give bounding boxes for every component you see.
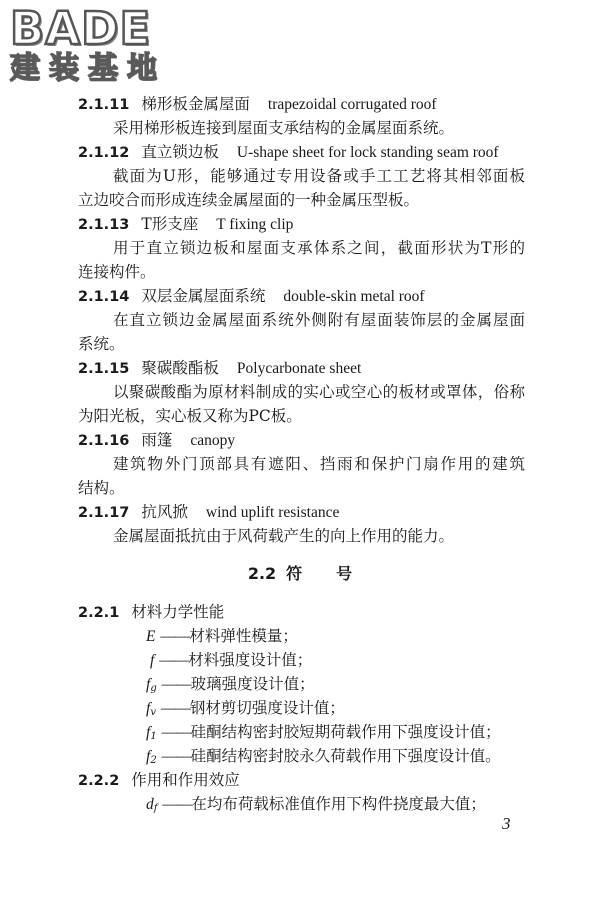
symbol-definition: $f_g$ ——玻璃强度设计值； bbox=[146, 675, 315, 694]
bade-logo bbox=[10, 2, 185, 86]
term-heading: 2.1.16 雨篷 canopy bbox=[78, 431, 236, 449]
term-description: 立边咬合而形成连续金属屋面的一种金属压型板。 bbox=[78, 191, 420, 209]
term-description: 系统。 bbox=[78, 335, 125, 353]
symbol-definition: $f_1$ ——硅酮结构密封胶短期荷载作用下强度设计值； bbox=[146, 723, 501, 742]
term-description: 为阳光板，实心板又称为PC板。 bbox=[78, 407, 302, 425]
term-heading: 2.1.11 梯形板金属屋面 trapezoidal corrugated roof bbox=[78, 95, 437, 113]
term-description: 以聚碳酸酯为原材料制成的实心或空心的板材或罩体，俗称 bbox=[113, 383, 525, 401]
symbol-definition: $d_f$ ——在均布荷载标准值作用下构件挠度最大值； bbox=[146, 795, 486, 814]
page-number: 3 bbox=[502, 814, 511, 833]
symbol-definition: $f_2$ ——硅酮结构密封胶永久荷载作用下强度设计值。 bbox=[146, 747, 501, 766]
term-description: 金属屋面抵抗由于风荷载产生的向上作用的能力。 bbox=[113, 527, 455, 545]
logo-subtitle: 建装基地 bbox=[10, 51, 166, 86]
subsection-heading: 2.2.2 作用和作用效应 bbox=[78, 771, 240, 789]
term-description: 建筑物外门顶部具有遮阳、挡雨和保护门扇作用的建筑 bbox=[113, 455, 525, 473]
term-heading: 2.1.14 双层金属屋面系统 double-skin metal roof bbox=[78, 287, 425, 305]
symbol-definition: $f_v$ ——钢材剪切强度设计值； bbox=[146, 699, 345, 718]
term-heading: 2.1.17 抗风掀 wind uplift resistance bbox=[78, 503, 340, 521]
symbol-definition: f ——材料强度设计值； bbox=[150, 651, 313, 669]
term-description: 在直立锁边金属屋面系统外侧附有屋面装饰层的金属屋面 bbox=[113, 311, 525, 329]
term-description: 截面为U形，能够通过专用设备或手工工艺将其相邻面板 bbox=[113, 167, 525, 185]
term-description: 连接构件。 bbox=[78, 263, 156, 281]
section-title: 2.2 符 号 bbox=[247, 564, 353, 583]
term-heading: 2.1.13 T形支座 T fixing clip bbox=[78, 215, 294, 233]
term-description: 结构。 bbox=[78, 479, 125, 497]
term-heading: 2.1.15 聚碳酸酯板 Polycarbonate sheet bbox=[78, 359, 362, 377]
symbol-definition: E ——材料弹性模量； bbox=[146, 627, 298, 645]
term-description: 采用梯形板连接到屋面支承结构的金属屋面系统。 bbox=[113, 119, 455, 137]
term-description: 用于直立锁边板和屋面支承体系之间，截面形状为T形的 bbox=[113, 239, 525, 257]
term-heading: 2.1.12 直立锁边板 U-shape sheet for lock standing seam roof bbox=[78, 143, 499, 161]
subsection-heading: 2.2.1 材料力学性能 bbox=[78, 603, 225, 621]
logo-mark: BADE bbox=[10, 2, 152, 55]
